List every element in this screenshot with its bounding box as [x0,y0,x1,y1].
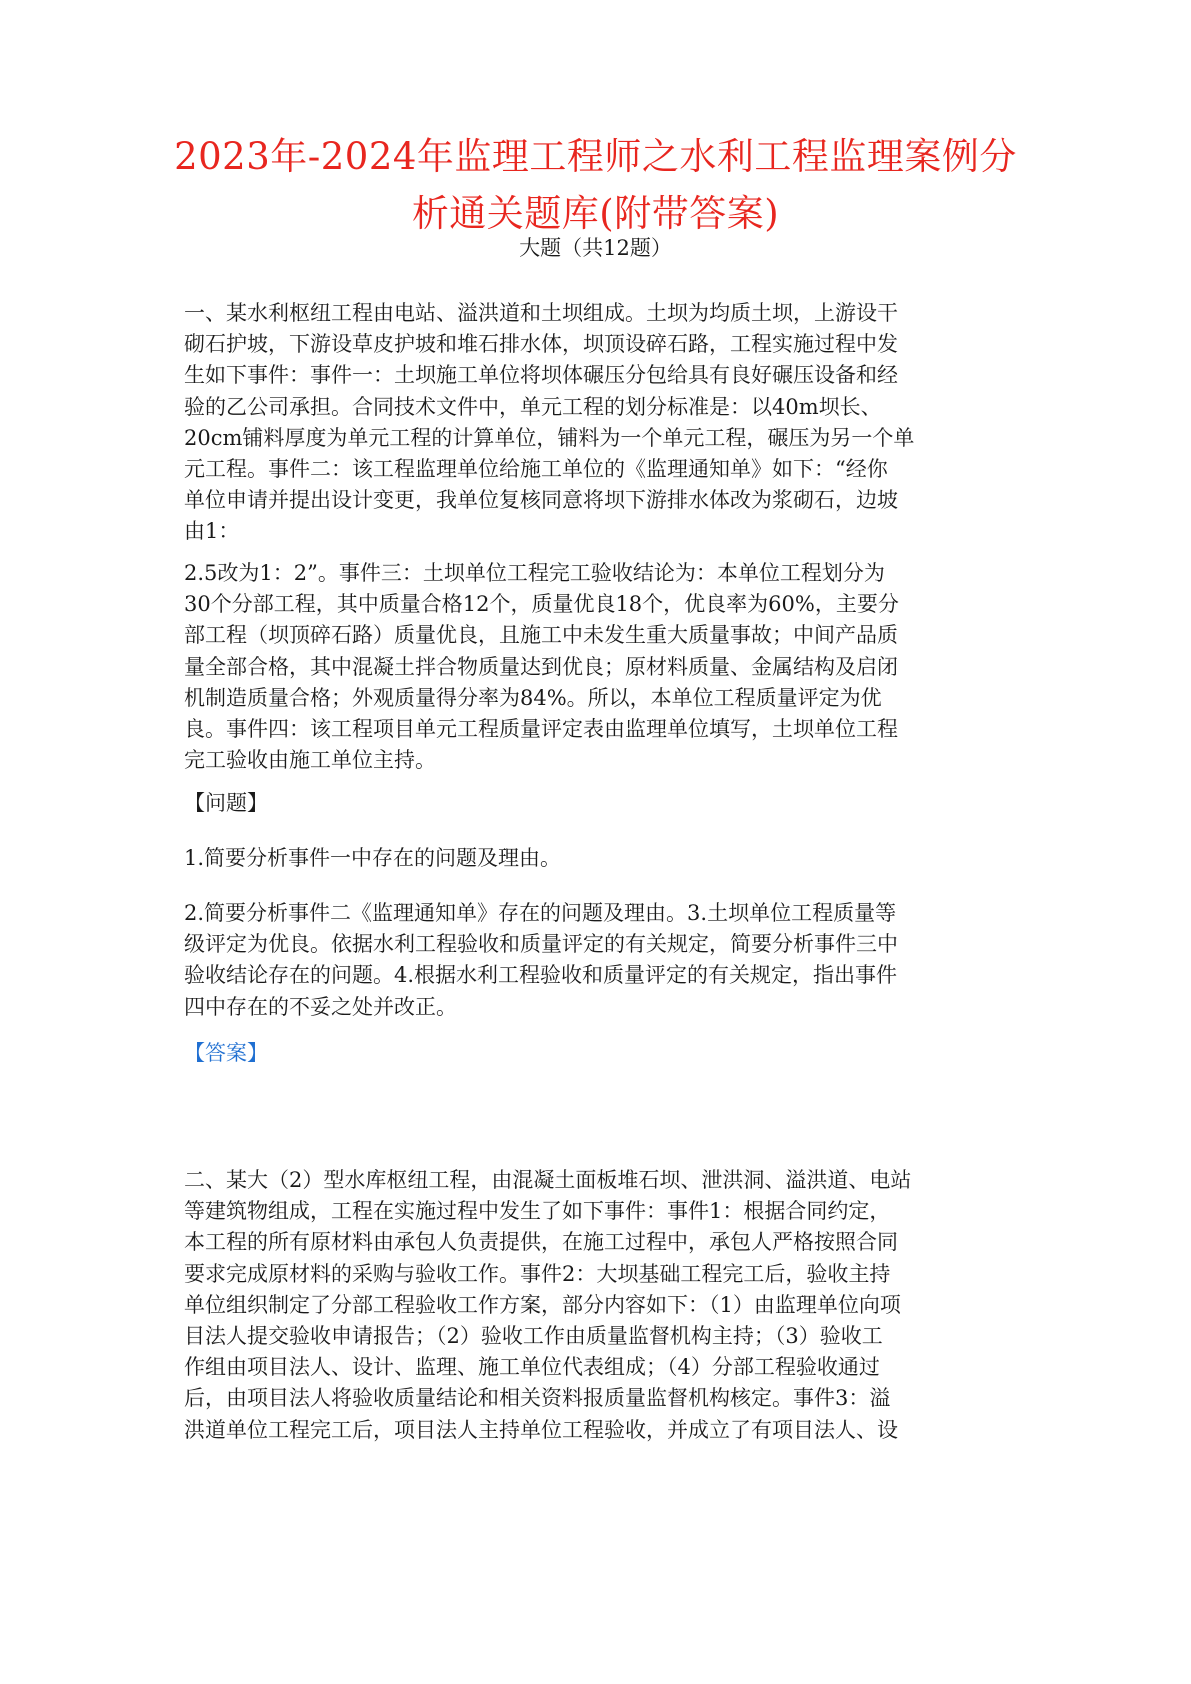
title-line: 析通关题库(附带答案) [411,192,780,235]
text-line: 二、某大（2）型水库枢纽工程，由混凝土面板堆石坝、泄洪洞、溢洪道、电站 [184,1168,912,1192]
text-line: 生如下事件：事件一：土坝施工单位将坝体碾压分包给具有良好碾压设备和经 [184,363,898,388]
text-line: 作组由项目法人、设计、监理、施工单位代表组成；（4）分部工程验收通过 [184,1355,880,1380]
q2-paragraph-1 [184,1165,1014,1446]
text-line: 要求完成原材料的采购与验收工作。事件2：大坝基础工程完工后，验收主持 [184,1261,891,1286]
text-line: 砌石护坡，下游设草皮护坡和堆石排水体，坝顶设碎石路，工程实施过程中发 [184,332,898,357]
text-line: 目法人提交验收申请报告；（2）验收工作由质量监督机构主持；（3）验收工 [184,1324,883,1349]
answer-heading: 【答案】 [184,1041,268,1065]
text-line: 一、某水利枢纽工程由电站、溢洪道和土坝组成。土坝为均质土坝，上游设干 [184,301,898,325]
text-line: 部工程（坝顶碎石路）质量优良，且施工中未发生重大质量事故；中间产品质 [184,623,898,648]
text-line: 30个分部工程，其中质量合格12个，质量优良18个，优良率为60%，主要分 [184,592,899,617]
text-line: 2.5改为1：2”。事件三：土坝单位工程完工验收结论为：本单位工程划分为 [184,561,885,585]
text-line: 20cm铺料厚度为单元工程的计算单位，铺料为一个单元工程，碾压为另一个单 [184,425,915,450]
question-heading: 【问题】 [184,791,268,815]
text-line: 后，由项目法人将验收质量结论和相关资料报质量监督机构核定。事件3：溢 [184,1386,891,1411]
text-line: 单位组织制定了分部工程验收工作方案，部分内容如下：（1）由监理单位向项 [184,1292,901,1317]
text-line: 洪道单位工程完工后，项目法人主持单位工程验收，并成立了有项目法人、设 [184,1417,898,1442]
text-line: 由1： [184,519,240,544]
text-line: 2.简要分析事件二《监理通知单》存在的问题及理由。3.土坝单位工程质量等 [184,901,897,925]
title-line: 2023年-2024年监理工程师之水利工程监理案例分 [174,135,1017,178]
question-item-2 [184,898,1014,1023]
text-line: 机制造质量合格；外观质量得分率为84%。所以，本单位工程质量评定为优 [184,685,882,710]
text-line: 完工验收由施工单位主持。 [184,748,436,773]
text-line: 本工程的所有原材料由承包人负责提供，在施工过程中，承包人严格按照合同 [184,1230,898,1255]
text-line: 验的乙公司承担。合同技术文件中，单元工程的划分标准是：以40m坝长、 [184,394,882,419]
text-line: 单位申请并提出设计变更，我单位复核同意将坝下游排水体改为浆砌石，边坡 [184,488,898,513]
text-line: 元工程。事件二：该工程监理单位给施工单位的《监理通知单》如下：“经你 [184,457,888,482]
text-line: 验收结论存在的问题。4.根据水利工程验收和质量评定的有关规定，指出事件 [184,963,898,988]
question-item-1: 1.简要分析事件一中存在的问题及理由。 [184,846,562,870]
text-line: 级评定为优良。依据水利工程验收和质量评定的有关规定，简要分析事件三中 [184,932,898,957]
text-line: 良。事件四：该工程项目单元工程质量评定表由监理单位填写，土坝单位工程 [184,717,898,742]
q1-paragraph-2 [184,558,1014,776]
section-subtitle: 大题（共12题） [519,236,672,260]
text-line: 量全部合格，其中混凝土拌合物质量达到优良；原材料质量、金属结构及启闭 [184,654,898,679]
document-title [150,128,1041,242]
text-line: 四中存在的不妥之处并改正。 [184,994,457,1019]
text-line: 等建筑物组成，工程在实施过程中发生了如下事件：事件1：根据合同约定， [184,1199,891,1224]
q1-paragraph-1 [184,298,1014,548]
